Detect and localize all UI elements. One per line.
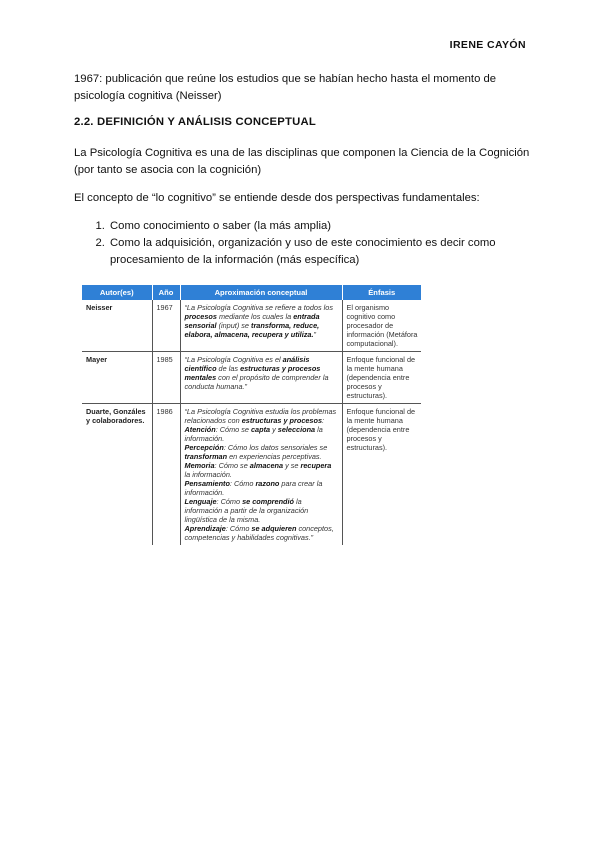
- cell-emphasis: El organismo cognitivo como procesador de información (Metáfora computacional).: [342, 300, 421, 352]
- perspectives-list: [74, 218, 558, 269]
- table-row: [82, 300, 421, 352]
- header-year: Año: [152, 285, 180, 300]
- cell-year: 1985: [152, 352, 180, 404]
- table-row: [82, 352, 421, 404]
- approach-item-language: Lenguaje: Cómo se comprendió la información a partir de la organización lingüística de la misma.: [184, 497, 309, 524]
- table-row: [82, 404, 421, 546]
- approach-item-attention: Atención: Cómo se capta y selecciona la información.: [184, 425, 323, 443]
- header-author: Autor(es): [82, 285, 152, 300]
- concept-table: [82, 285, 421, 545]
- approach-item-thinking: Pensamiento: Cómo razono para crear la información.: [184, 479, 323, 497]
- approach-item-perception: Percepción: Cómo los datos sensoriales se transforman en experiencias perceptivas.: [184, 443, 328, 461]
- cell-emphasis: Enfoque funcional de la mente humana (dependencia entre procesos y estructuras).: [346, 407, 416, 452]
- header-approach: Aproximación conceptual: [180, 285, 342, 300]
- approach-item-memory: Memoria: Cómo se almacena y se recupera la información.: [184, 461, 332, 479]
- cell-author: Neisser: [82, 300, 152, 352]
- table-header-row: [82, 285, 421, 300]
- header-emphasis: Énfasis: [342, 285, 421, 300]
- list-item: 1. Como conocimiento o saber (la más amplia): [108, 218, 558, 235]
- cell-approach: [180, 404, 342, 546]
- section-title: 2.2. DEFINICIÓN Y ANÁLISIS CONCEPTUAL: [74, 116, 316, 128]
- cell-approach: “La Psicología Cognitiva es el análisis científico de las estructuras y procesos mentales con el propósito de comprender la conducta humana.”: [180, 352, 342, 404]
- perspectives-paragraph: El concepto de “lo cognitivo” se entiende desde dos perspectivas fundamentales:: [74, 192, 480, 204]
- list-item: 2. Como la adquisición, organización y uso de este conocimiento es decir como procesamiento de la información (más específica): [108, 235, 558, 269]
- document-header-author: IRENE CAYÓN: [449, 39, 526, 51]
- cell-author: Duarte, Gonzáles y colaboradores.: [82, 404, 152, 546]
- cell-approach: “La Psicología Cognitiva se refiere a todos los procesos mediante los cuales la entrada sensorial (input) se transforma, reduce, elabora, almacena, recupera y utiliza.”: [180, 300, 342, 352]
- cell-year: 1967: [152, 300, 180, 352]
- cell-author: Mayer: [82, 352, 152, 404]
- intro-paragraph: 1967: publicación que reúne los estudios que se habían hecho hasta el momento de psicología cognitiva (Neisser): [74, 73, 497, 102]
- definition-paragraph: La Psicología Cognitiva es una de las disciplinas que componen la Ciencia de la Cognición (por tanto se asocia con la cognición): [74, 147, 530, 176]
- cell-emphasis: Enfoque funcional de la mente humana (dependencia entre procesos y estructuras).: [342, 352, 421, 404]
- approach-item-learning: Aprendizaje: Cómo se adquieren conceptos, competencias y habilidades cognitivas.”: [184, 524, 334, 542]
- cell-year: 1986: [152, 404, 180, 546]
- approach-intro: “La Psicología Cognitiva estudia los problemas relacionados con estructuras y procesos:: [184, 407, 337, 425]
